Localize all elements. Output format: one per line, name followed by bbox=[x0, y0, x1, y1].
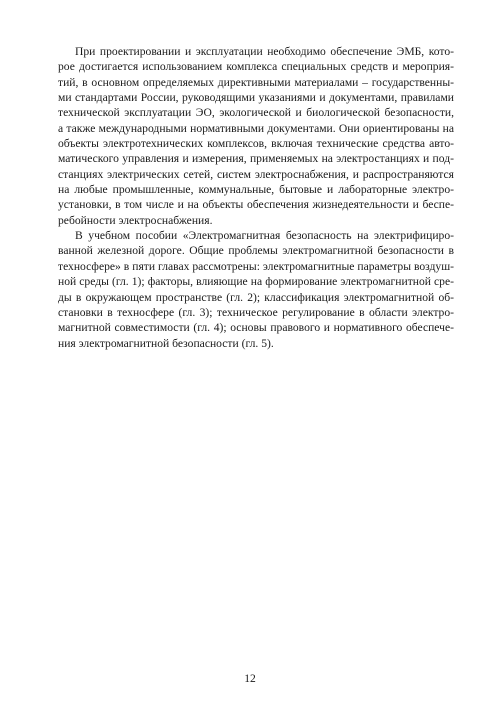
text-line: При проектировании и эксплуатации необходимо обеспечение ЭМБ, кото- bbox=[75, 45, 454, 58]
text-line: ной среды (гл. 1); факторы, влияющие на формирование электромагнитной сре- bbox=[58, 275, 454, 289]
text-line: матического управления и измерения, применяемых на электростанциях и под- bbox=[58, 152, 454, 166]
page-number: 12 bbox=[244, 672, 256, 685]
text-line: В учебном пособии «Электромагнитная безопасность на электрифициро- bbox=[75, 229, 454, 243]
text-line: рое достигается использованием комплекса специальных средств и мероприя- bbox=[58, 60, 454, 74]
text-line: ды в окружающем пространстве (гл. 2); классификация электромагнитной об- bbox=[58, 290, 454, 304]
text-line: магнитной совместимости (гл. 4); основы правового и нормативного обеспече- bbox=[58, 321, 454, 335]
text-line: ванной железной дороге. Общие проблемы электромагнитной безопасности в bbox=[58, 244, 454, 258]
text-line: установки, в том числе и на объекты обеспечения жизнедеятельности и беспе- bbox=[58, 198, 454, 212]
document-body bbox=[58, 44, 454, 351]
text-line: а также международными нормативными документами. Они ориентированы на bbox=[58, 121, 454, 135]
text-line: ребойности электроснабжения. bbox=[58, 213, 213, 227]
text-line: техносфере» в пяти главах рассмотрены: электромагнитные параметры воздуш- bbox=[58, 259, 454, 273]
paragraph-textbook-contents bbox=[58, 228, 454, 351]
text-line: тий, в основном определяемых директивными материалами – государственны- bbox=[58, 75, 454, 89]
text-line: становки в техносфере (гл. 3); техническое регулирование в области электро- bbox=[58, 305, 454, 319]
paragraph-emb-requirements bbox=[58, 44, 454, 228]
text-line: ния электромагнитной безопасности (гл. 5). bbox=[58, 336, 274, 350]
text-line: станциях электрических сетей, систем электроснабжения, и распространяются bbox=[58, 167, 454, 181]
text-line: ми стандартами России, руководящими указаниями и документами, правилами bbox=[58, 91, 454, 105]
text-line: на любые промышленные, коммунальные, бытовые и лабораторные электро- bbox=[58, 183, 454, 197]
text-line: объекты электротехнических комплексов, включая технические средства авто- bbox=[58, 137, 454, 151]
text-line: технической эксплуатации ЭО, экологической и биологической безопасности, bbox=[58, 106, 454, 120]
